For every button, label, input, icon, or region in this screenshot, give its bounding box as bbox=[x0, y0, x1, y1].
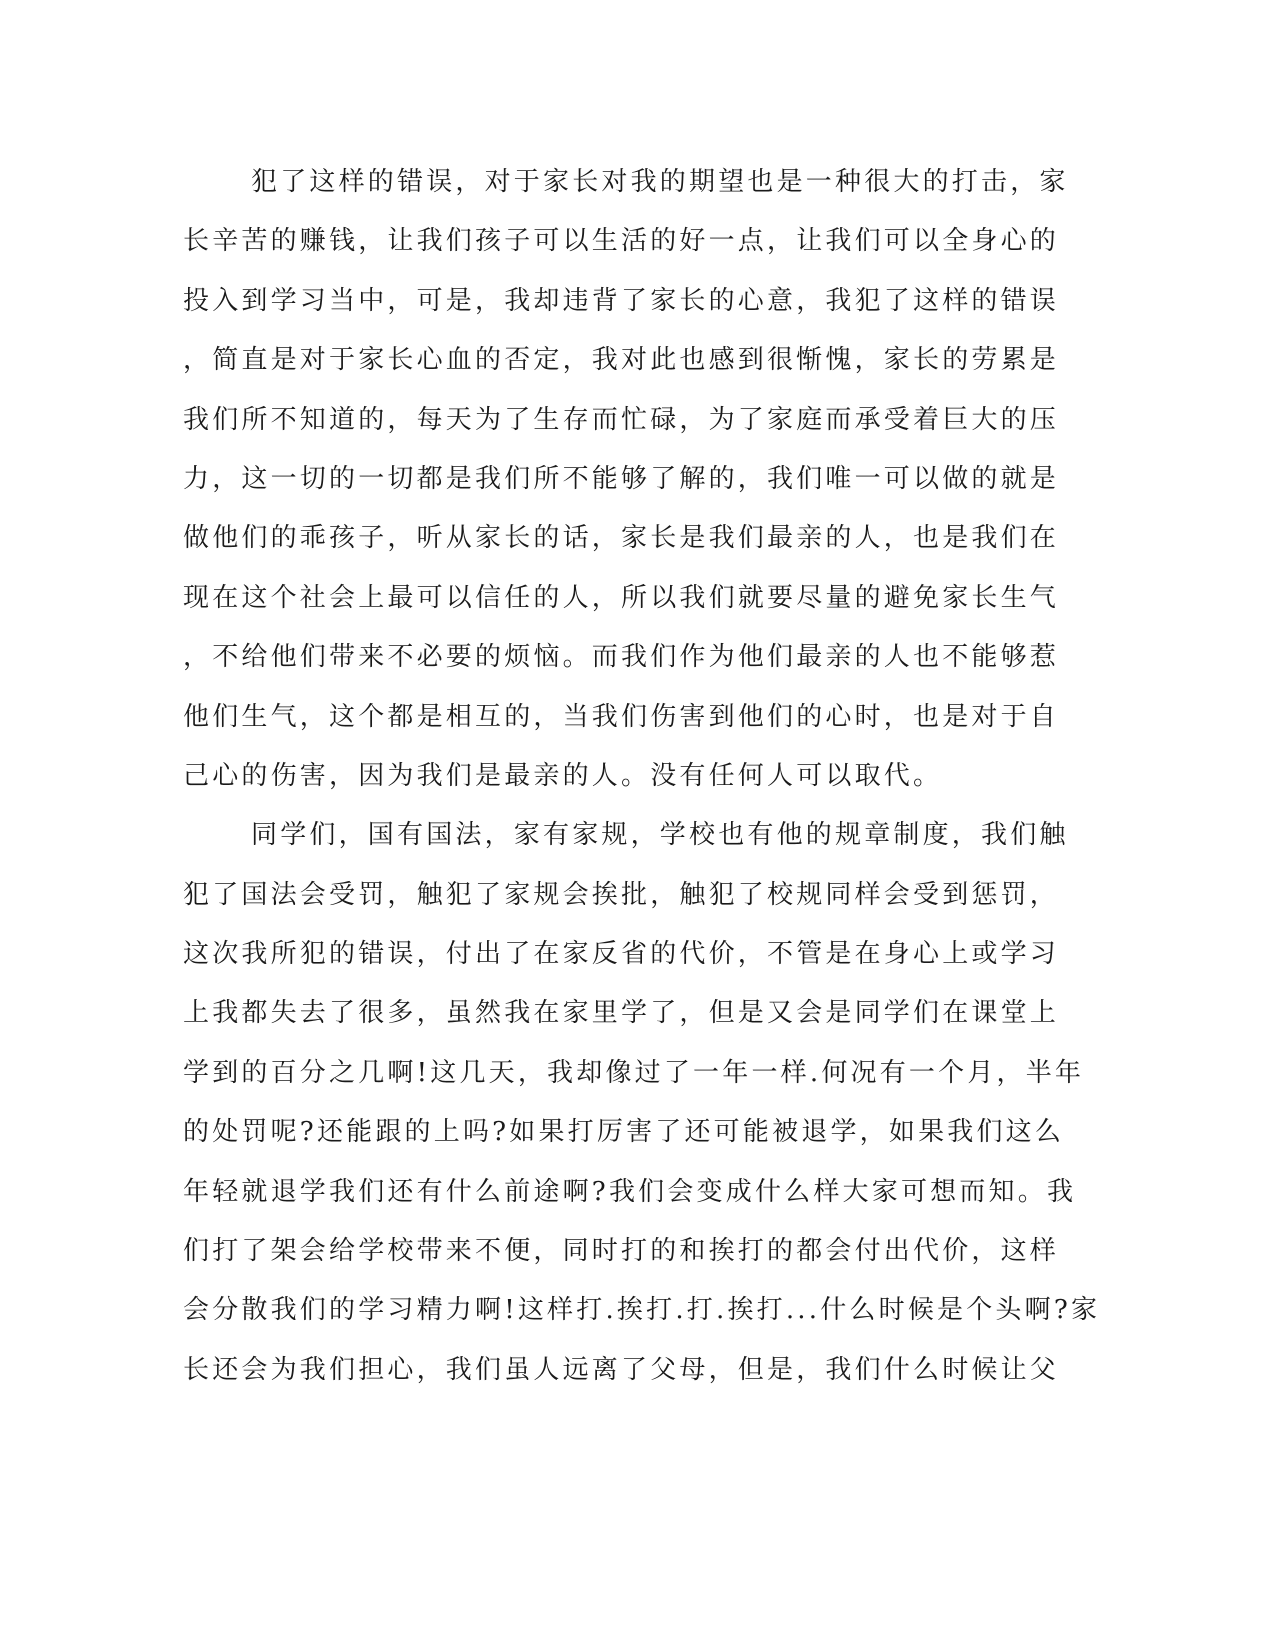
text-line: 我们所不知道的，每天为了生存而忙碌，为了家庭而承受着巨大的压 bbox=[183, 404, 1060, 435]
text-line: 现在这个社会上最可以信任的人，所以我们就要尽量的避免家长生气 bbox=[183, 582, 1060, 613]
text-line: 长辛苦的赚钱，让我们孩子可以生活的好一点，让我们可以全身心的 bbox=[183, 226, 1060, 257]
text-line: 犯了这样的错误，对于家长对我的期望也是一种很大的打击，家 bbox=[251, 167, 1069, 197]
paragraph bbox=[183, 806, 1101, 1400]
text-line: 力，这一切的一切都是我们所不能够了解的，我们唯一可以做的就是 bbox=[183, 463, 1060, 494]
paragraph bbox=[183, 153, 1069, 806]
text-line: 们打了架会给学校带来不便，同时打的和挨打的都会付出代价，这样 bbox=[183, 1236, 1060, 1267]
text-line: 学到的百分之几啊!这几天，我却像过了一年一样.何况有一个月，半年 bbox=[183, 1057, 1085, 1088]
body-text bbox=[183, 153, 1101, 1400]
text-line: 投入到学习当中，可是，我却违背了家长的心意，我犯了这样的错误 bbox=[183, 285, 1060, 316]
text-line: 他们生气，这个都是相互的，当我们伤害到他们的心时，也是对于自 bbox=[183, 701, 1060, 732]
text-line: ，不给他们带来不必要的烦恼。而我们作为他们最亲的人也不能够惹 bbox=[183, 642, 1060, 673]
text-line: 上我都失去了很多，虽然我在家里学了，但是又会是同学们在课堂上 bbox=[183, 998, 1060, 1029]
text-line: ，简直是对于家长心血的否定，我对此也感到很惭愧，家长的劳累是 bbox=[183, 345, 1060, 376]
text-line: 这次我所犯的错误，付出了在家反省的代价，不管是在身心上或学习 bbox=[183, 939, 1060, 970]
text-line: 同学们，国有国法，家有家规，学校也有他的规章制度，我们触 bbox=[251, 820, 1069, 851]
text-line: 长还会为我们担心，我们虽人远离了父母，但是，我们什么时候让父 bbox=[183, 1354, 1060, 1385]
text-line: 会分散我们的学习精力啊!这样打.挨打.打.挨打...什么时候是个头啊?家 bbox=[183, 1295, 1101, 1326]
text-line: 做他们的乖孩子，听从家长的话，家长是我们最亲的人，也是我们在 bbox=[183, 523, 1060, 554]
text-line: 己心的伤害，因为我们是最亲的人。没有任何人可以取代。 bbox=[183, 760, 943, 791]
text-line: 犯了国法会受罚，触犯了家规会挨批，触犯了校规同样会受到惩罚， bbox=[183, 879, 1060, 910]
text-line: 年轻就退学我们还有什么前途啊?我们会变成什么样大家可想而知。我 bbox=[183, 1176, 1077, 1207]
text-line: 的处罚呢?还能跟的上吗?如果打厉害了还可能被退学，如果我们这么 bbox=[183, 1117, 1065, 1148]
